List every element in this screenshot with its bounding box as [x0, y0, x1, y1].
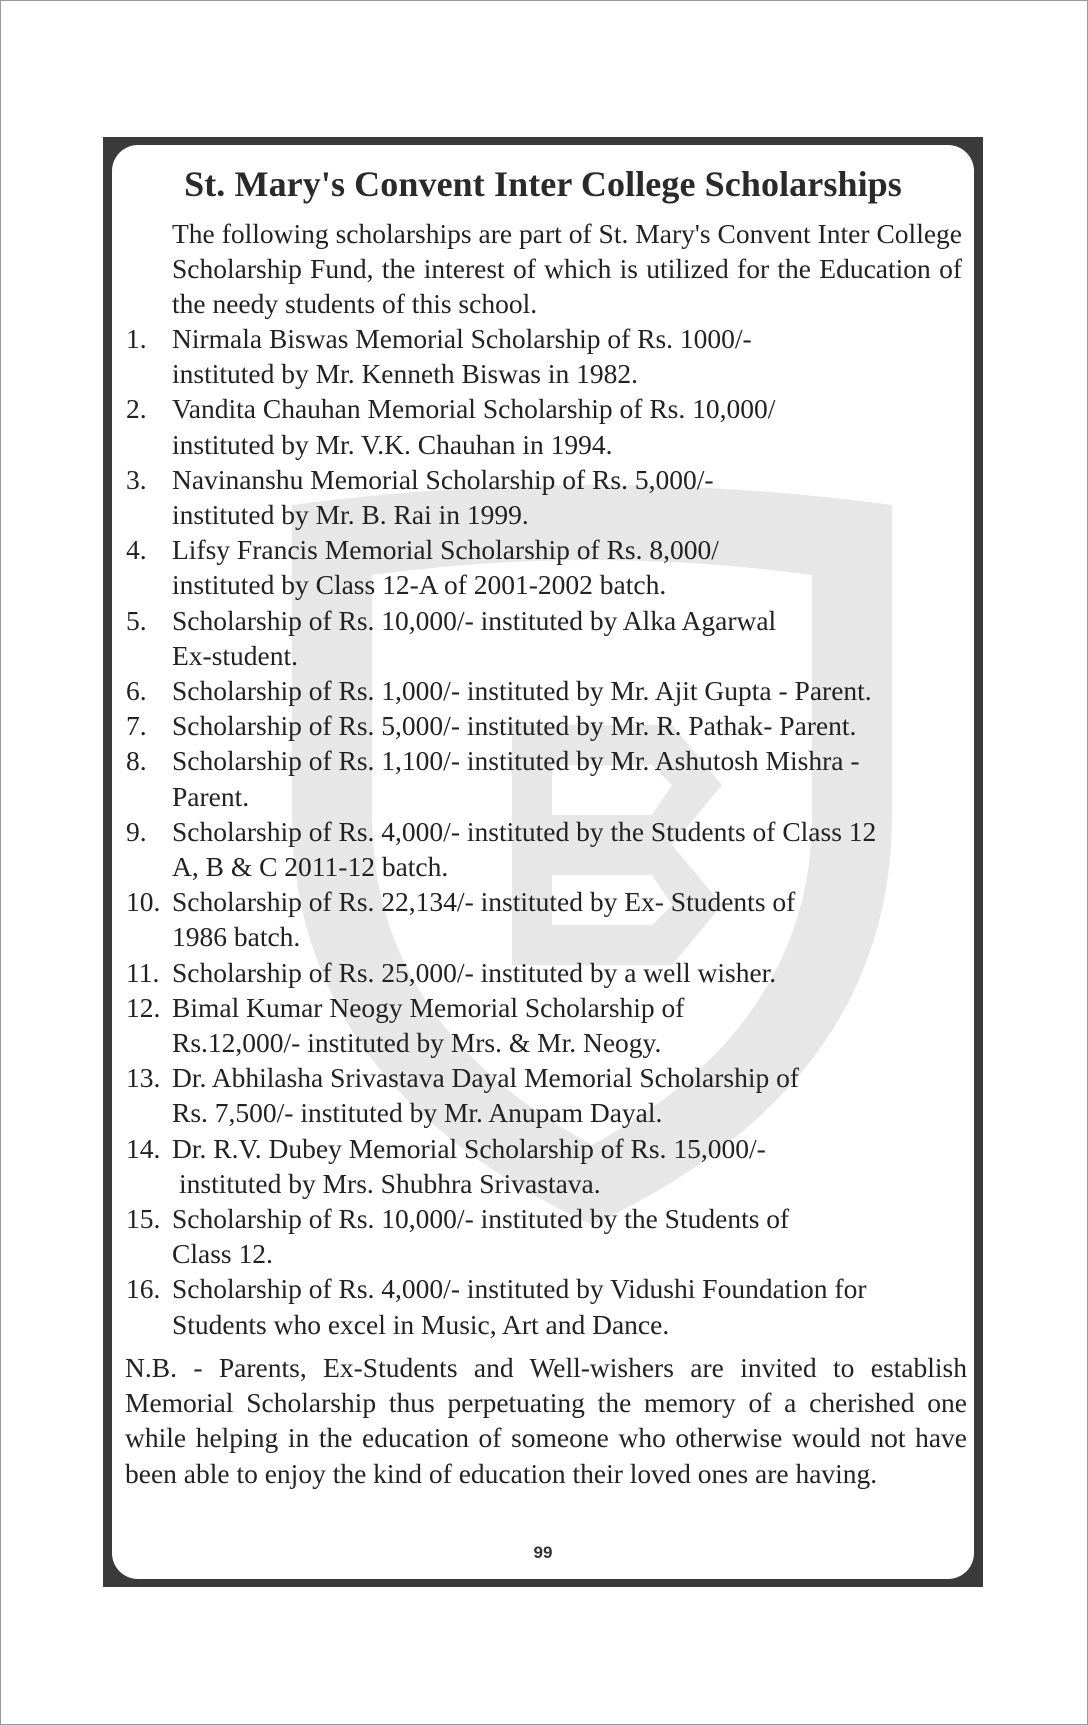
- item-number: 3.: [126, 463, 147, 495]
- item-number: 5.: [126, 604, 147, 636]
- list-item: [126, 1060, 966, 1130]
- item-number: 13.: [126, 1062, 161, 1094]
- list-item: [126, 884, 966, 954]
- item-text: Scholarship of Rs. 10,000/- instituted by Alka Agarwal: [172, 604, 777, 636]
- item-number: 8.: [126, 745, 147, 777]
- list-item: [126, 1201, 966, 1271]
- item-text: Scholarship of Rs. 1,000/- instituted by Mr. Ajit Gupta - Parent.: [172, 675, 872, 707]
- item-text-continued: instituted by Mr. V.K. Chauhan in 1994.: [172, 428, 613, 460]
- list-item: [126, 814, 966, 884]
- item-number: 11.: [126, 956, 160, 988]
- item-text: Scholarship of Rs. 4,000/- instituted by Vidushi Foundation for: [172, 1273, 867, 1305]
- item-text: Lifsy Francis Memorial Scholarship of Rs. 8,000/: [172, 534, 719, 566]
- item-text-continued: instituted by Class 12-A of 2001-2002 batch.: [172, 569, 667, 601]
- item-text: Nirmala Biswas Memorial Scholarship of Rs. 1000/-: [172, 323, 752, 354]
- item-number: 14.: [126, 1132, 161, 1164]
- list-item: [126, 955, 966, 990]
- item-text: Navinanshu Memorial Scholarship of Rs. 5,000/-: [172, 463, 714, 495]
- scholarship-list: [126, 321, 966, 1342]
- item-text-continued: Parent.: [172, 780, 250, 812]
- item-text: Bimal Kumar Neogy Memorial Scholarship of: [172, 991, 685, 1023]
- item-text-continued: instituted by Mr. Kenneth Biswas in 1982.: [172, 358, 638, 390]
- item-number: 9.: [126, 815, 147, 847]
- item-number: 4.: [126, 534, 147, 566]
- list-item: [126, 1131, 966, 1201]
- item-text: Dr. Abhilasha Srivastava Dayal Memorial Scholarship of: [172, 1062, 800, 1094]
- item-number: 12.: [126, 991, 161, 1023]
- list-item: [126, 673, 966, 708]
- item-number: 16.: [126, 1273, 161, 1305]
- list-item: [126, 990, 966, 1060]
- page-title: St. Mary's Convent Inter College Scholarships: [184, 164, 902, 204]
- item-number: 1.: [126, 323, 147, 354]
- item-number: 6.: [126, 675, 147, 707]
- list-item: [126, 743, 966, 813]
- document-frame: [103, 137, 983, 1587]
- list-item: [126, 391, 966, 461]
- item-text-continued: 1986 batch.: [172, 921, 301, 953]
- item-text-continued: instituted by Mrs. Shubhra Srivastava.: [179, 1167, 601, 1199]
- intro-paragraph: The following scholarships are part of St. Mary's Convent Inter College Scholarship Fund, the interest of which is utilized for the Education of the needy students of this school.: [172, 218, 962, 319]
- item-number: 7.: [126, 710, 147, 742]
- item-text-continued: Rs. 7,500/- instituted by Mr. Anupam Dayal.: [172, 1097, 663, 1129]
- document-content: [112, 145, 974, 1579]
- item-text: Scholarship of Rs. 1,100/- instituted by Mr. Ashutosh Mishra -: [172, 745, 860, 777]
- item-text-continued: Students who excel in Music, Art and Dance.: [172, 1308, 670, 1340]
- item-text-continued: Rs.12,000/- instituted by Mrs. & Mr. Neogy.: [172, 1027, 662, 1059]
- item-text: Scholarship of Rs. 22,134/- instituted by Ex- Students of: [172, 886, 796, 918]
- item-text: Scholarship of Rs. 4,000/- instituted by the Students of Class 12: [172, 815, 877, 847]
- list-item: [126, 462, 966, 532]
- item-number: 15.: [126, 1203, 161, 1235]
- item-text: Scholarship of Rs. 5,000/- instituted by Mr. R. Pathak- Parent.: [172, 710, 857, 742]
- item-text: Vandita Chauhan Memorial Scholarship of Rs. 10,000/: [172, 393, 776, 425]
- list-item: [126, 603, 966, 673]
- item-number: 10.: [126, 886, 161, 918]
- nb-paragraph: N.B. - Parents, Ex-Students and Well-wishers are invited to establish Memorial Scholarship thus perpetuating the memory of a cherished one while helping in the education of someone who otherwise would not have been able to enjoy the kind of education their loved ones are having.: [125, 1352, 967, 1489]
- item-number: 2.: [126, 393, 147, 425]
- page-number: 99: [533, 1543, 553, 1562]
- item-text-continued: A, B & C 2011-12 batch.: [172, 851, 449, 883]
- item-text: Scholarship of Rs. 25,000/- instituted by a well wisher.: [172, 956, 777, 988]
- item-text: Scholarship of Rs. 10,000/- instituted by the Students of: [172, 1203, 790, 1235]
- list-item: [126, 532, 966, 602]
- list-item: [126, 321, 966, 391]
- item-text-continued: instituted by Mr. B. Rai in 1999.: [172, 499, 529, 531]
- list-item: [126, 708, 966, 743]
- document-card: [112, 145, 974, 1579]
- item-text-continued: Ex-student.: [172, 639, 299, 671]
- list-item: [126, 1271, 966, 1341]
- item-text: Dr. R.V. Dubey Memorial Scholarship of Rs. 15,000/-: [172, 1132, 766, 1164]
- item-text-continued: Class 12.: [172, 1238, 273, 1270]
